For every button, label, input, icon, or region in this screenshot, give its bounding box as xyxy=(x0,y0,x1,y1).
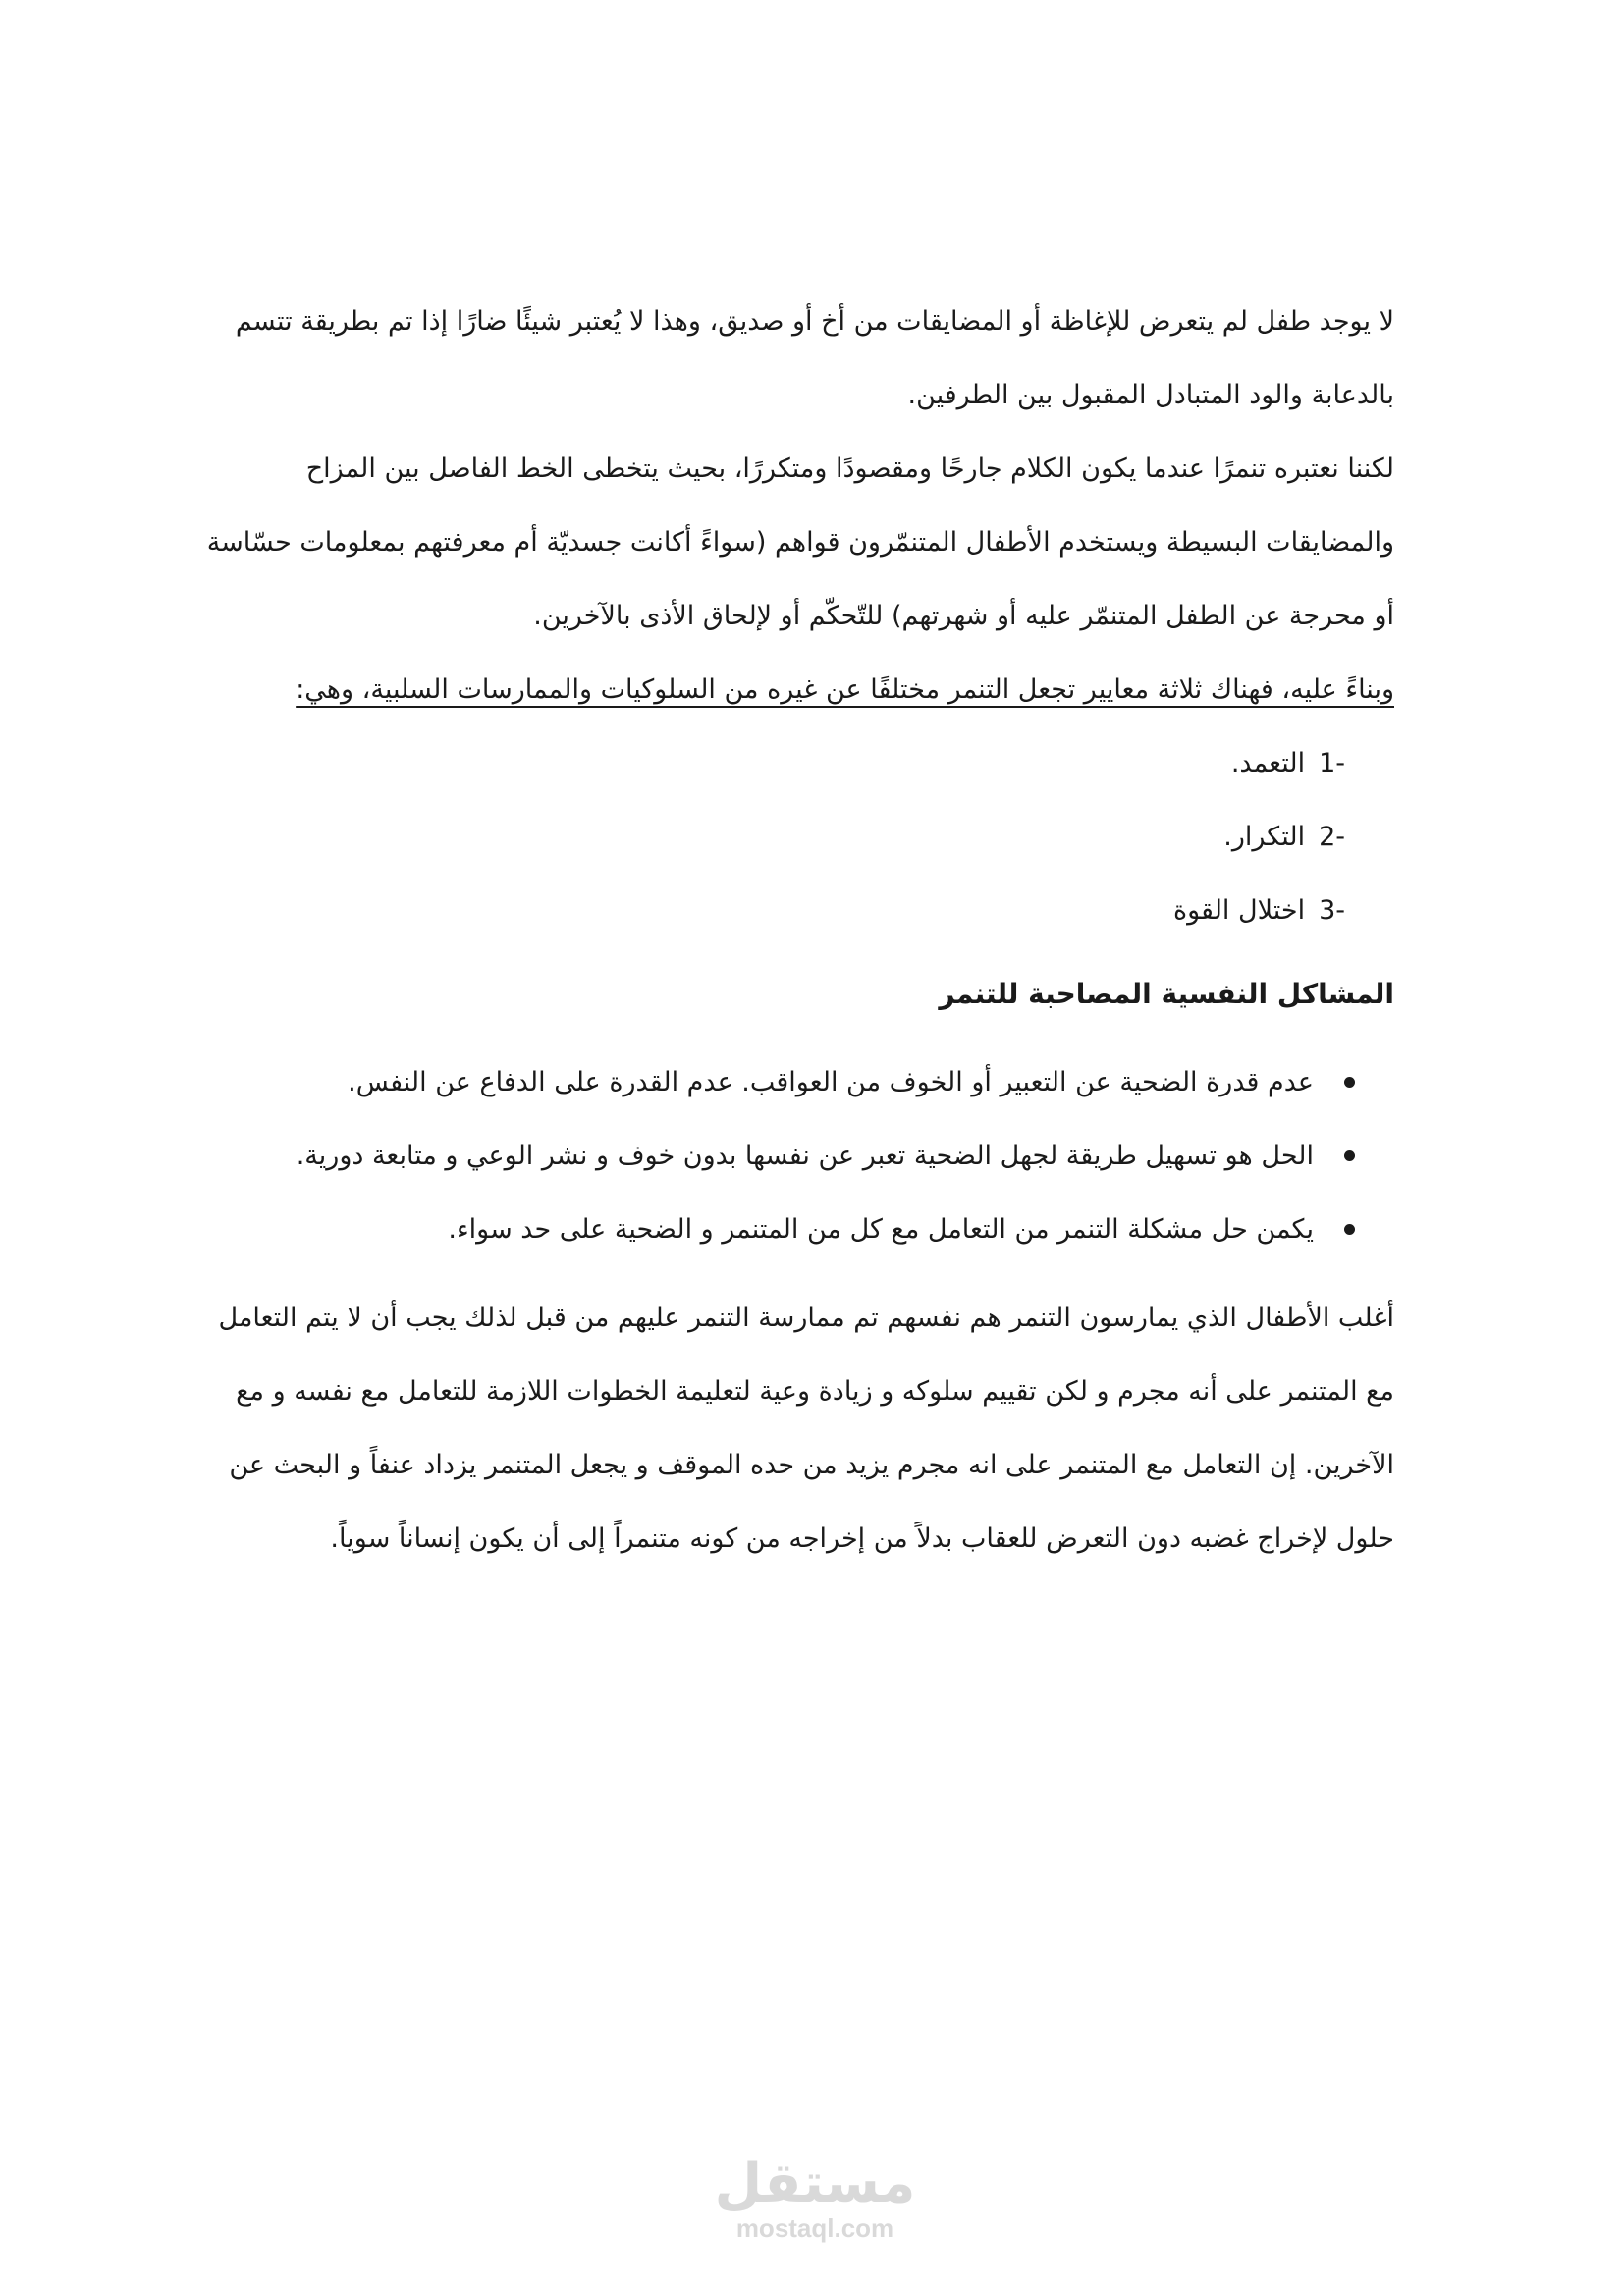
criteria-number: 3- xyxy=(1319,895,1345,926)
bullet-list xyxy=(196,1045,1394,1266)
watermark-domain: mostaql.com xyxy=(735,2214,894,2243)
criteria-text: التعمد. xyxy=(1230,748,1306,778)
criteria-number: 2- xyxy=(1319,822,1345,852)
criteria-list xyxy=(196,726,1394,947)
watermark-logo-arabic: مستقل xyxy=(714,2152,916,2216)
bullet-icon xyxy=(1344,1224,1355,1235)
bullet-item xyxy=(196,1193,1355,1266)
criteria-text: اختلال القوة xyxy=(1172,895,1306,926)
mostaql-watermark xyxy=(687,2152,943,2243)
bullet-text: عدم قدرة الضحية عن التعبير أو الخوف من العواقب. عدم القدرة على الدفاع عن النفس. xyxy=(348,1067,1314,1097)
criteria-item xyxy=(196,800,1345,874)
section-heading: المشاكل النفسية المصاحبة للتنمر xyxy=(939,978,1394,1010)
bullet-text: الحل هو تسهيل طريقة لجهل الضحية تعبر عن نفسها بدون خوف و نشر الوعي و متابعة دورية. xyxy=(296,1141,1314,1171)
criteria-number: 1- xyxy=(1319,748,1345,778)
criteria-item xyxy=(196,874,1345,947)
bullet-icon xyxy=(1344,1150,1355,1161)
criteria-intro-paragraph: وبناءً عليه، فهناك ثلاثة معايير تجعل التنمر مختلفًا عن غيره من السلوكيات والممارسات السلبية، وهي: xyxy=(296,674,1394,705)
definition-paragraph: لكننا نعتبره تنمرًا عندما يكون الكلام جارحًا ومقصودًا ومتكررًا، بحيث يتخطى الخط الفاصل بين المزاح والمضايقات البسيطة ويستخدم الأطفال المتنمّرون قواهم (سواءً أكانت جسديّة أم معرفتهم بمعلومات حسّاسة أو محرجة عن الطفل المتنمّر عليه أو شهرتهم) للتّحكّم أو لإلحاق الأذى بالآخرين. xyxy=(206,454,1394,631)
criteria-text: التكرار. xyxy=(1223,822,1306,852)
bullet-item xyxy=(196,1045,1355,1119)
criteria-item xyxy=(196,726,1345,800)
bullet-icon xyxy=(1344,1077,1355,1088)
intro-paragraph: لا يوجد طفل لم يتعرض للإغاظة أو المضايقات من أخ أو صديق، وهذا لا يُعتبر شيئًا ضارًا إذا تم بطريقة تتسم بالدعابة والود المتبادل المقبول بين الطرفين. xyxy=(235,306,1394,410)
closing-paragraph: أغلب الأطفال الذي يمارسون التنمر هم نفسهم تم ممارسة التنمر عليهم من قبل لذلك يجب أن لا يتم التعامل مع المتنمر على أنه مجرم و لكن تقييم سلوكه و زيادة وعية لتعليمة الخطوات اللازمة للتعامل مع نفسه و مع الآخرين. إن التعامل مع المتنمر على انه مجرم يزيد من حده الموقف و يجعل المتنمر يزداد عنفاً و البحث عن حلول لإخراج غضبه دون التعرض للعقاب بدلاً من إخراجه من كونه متنمراً إلى أن يكون إنساناً سوياً. xyxy=(218,1303,1394,1554)
bullet-text: يكمن حل مشكلة التنمر من التعامل مع كل من المتنمر و الضحية على حد سواء. xyxy=(448,1214,1314,1245)
document-body xyxy=(196,285,1394,1575)
bullet-item xyxy=(196,1119,1355,1193)
